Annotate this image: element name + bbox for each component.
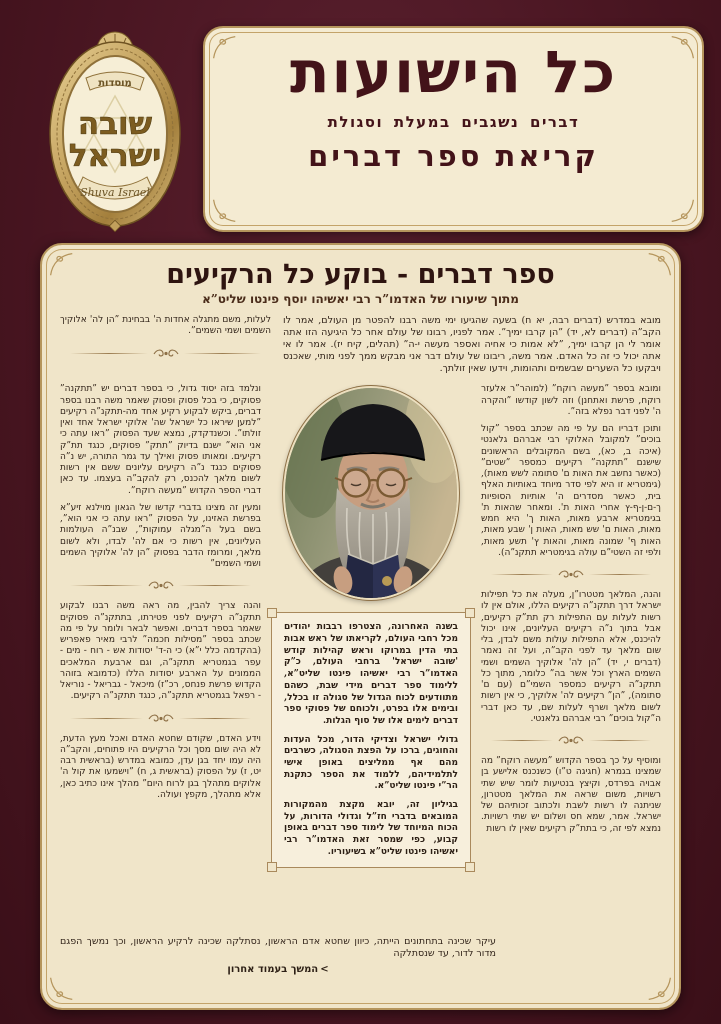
continued-on-last-page-note bbox=[60, 964, 496, 977]
article-panel bbox=[40, 243, 681, 1010]
ornament-divider bbox=[491, 568, 651, 581]
emblem-name-line2: ישראל bbox=[68, 138, 162, 174]
box-corner-ornament bbox=[267, 608, 277, 618]
article-body bbox=[60, 315, 661, 977]
ornament-divider bbox=[70, 347, 261, 360]
corner-flourish-icon bbox=[211, 198, 237, 224]
box-paragraph: בשנה האחרונה, הצטרפו רבבות יהודים מכל רחבי העולם, לקריאתו של ראש אבות בתי הדין במרוקו וראש קהילות קודש 'שובה ישראל' ברחבי העולם, כ”ק האדמו”ר רבי יאשיהו פינטו שליט”א, ללימוד ספר דברים מידי שבת, כשהם מתוודעים לכוח הגדול של סגולה זו בכלל, ובימים אלו בפרט, ולכוחם של פסוקי ספר דברים לימים אלו של סוף הגלות. bbox=[284, 622, 458, 726]
flourish-icon bbox=[148, 712, 174, 725]
box-corner-ornament bbox=[465, 608, 475, 618]
emblem-name-line1: שובה bbox=[77, 106, 153, 142]
flourish-icon bbox=[148, 579, 174, 592]
ornament-divider bbox=[70, 579, 251, 592]
rabbi-portrait-graphic bbox=[285, 388, 457, 598]
corner-flourish-icon bbox=[670, 198, 696, 224]
corner-flourish-icon bbox=[211, 34, 237, 60]
column-right bbox=[481, 384, 661, 936]
emblem-top-ribbon-text: מוסדות bbox=[98, 78, 132, 89]
paragraph: ומוסיף על כך בספר הקדוש ”מעשה רוקח” מה שמצינו בגמרא (חגיגה ט”ו) כשנכנס אלישע בן אבויה בפרדס, וקיצץ בנטיעות לומר שיש שתי רשויות, משום שראה את המלאך מטטרון, שניתנה לו רשות לשבת ולכתוב זכותיהם של ישראל. אמר, שמא חס ושלום יש שתי רשויות. נמצא לפי זה, כי בתת”ק רקיעים שאין לו רשות bbox=[481, 756, 661, 834]
box-paragraph: בגיליון זה, יובא מקצת מהמקורות המובאים בדברי חז”ל וגדולי הדורות, על הכוח המיוחד של לימוד ספר דברים באופן קבוע, כפי שמסר זאת האדמו”ר רבי יאשיהו פינטו שליט”א בשיעוריו. bbox=[284, 800, 458, 857]
paragraph: והנה צריך להבין, מה ראה משה רבנו לבקוע תתקנ”ה רקיעים לפני פטירתו, בתתקנ”ה פסוקים שאמר בספר דברים. ואפשר לבאר ולומר על פי מה שכתב בספר ”מסילות חכמה” לרבי מאיר פאפריש (בהקדמה כלל י”א) כי ה-ד' יסודות אש - רוח - מים - עפר בגמטריא תתקנ”ה, וגם ארבעת המלאכים הממונים על הארבע יסודות הללו (כדמובא בזוהר הקדוש פרשת פנחס, רכ”ז) מיכאל - גבריאל - נוריאל - רפאל בגמטריא תתקנ”ה, כנגד תתקנ”ה רקיעים. bbox=[60, 601, 261, 702]
column-middle bbox=[271, 384, 471, 936]
flourish-icon bbox=[558, 568, 584, 581]
emblem-graphic bbox=[40, 12, 190, 236]
paragraph: ונלמד בזה יסוד גדול, כי בספר דברים יש ”תתקנה” פסוקים, כי בכל פסוק ופסוק שאמר משה רבנו בספר דברים, ביקש לבקוע רקיע אחד מה-תתקנ”ה רקיעים ”למען שיראו כל ישראל שה' אלוקי ישראל אחד ואין זולתו”. וכשנדקדק, נמצא שעד הפסוק ”ראו עתה כי אני הוא” ישנם בדיוק ”תתק” פסוקים, כנגד תת”ק רקיעים. ומאותו פסוק ואילך עד גמר התורה, יש נ”ה פסוקים כנגד נ”ה רקיעים עליונים ששם אין רשות לשום מלאך להכנס, רק להקב”ה בעצמו. עד כאן דברי הספר הקדוש ”מעשה רוקח”. bbox=[60, 384, 261, 496]
corner-flourish-icon bbox=[670, 34, 696, 60]
emblem-bottom-ribbon-text: Shuva Israel bbox=[80, 186, 150, 199]
paragraph: והנה, המלאך מטטרו”ן, מעלה את כל תפילות ישראל דרך תתקנ”ה רקיעים הללו, אולם אין לו רשות לעלות עם התפילות רק תת”ק רקיעים, אבל בתוך נ”ה רקיעים העליונים, אינו יכול להיכנס, אלא התפילות עולות משם לבדן, בלי שום מלאך עד לפני הקב”ה, ועל זה נאמר (דברים י, יד) ”הן לה' אלוקיך השמים ושמי השמים הארץ וכל אשר בה” כלומר, מתוך כל תתקנ”ה רקיעים כמספר השמי”ם (עם ם' סתומה), ”הן” רקיעים לה' אלוקיך, כי אין רשות לשום מלאך ושרף לעלות שם, עד כאן דברי ה”קול בוכים” רבי אברהם גלאנטי. bbox=[481, 590, 661, 724]
ornament-divider bbox=[70, 712, 251, 725]
continued-arrow-icon: < bbox=[320, 964, 329, 976]
publication-subtitle2: קריאת ספר דברים bbox=[308, 138, 599, 173]
closing-paragraph: עיקר שכינה בתחתונים הייתה, כיוון שחטא אדם הראשון, נסתלקה שכינה לרקיע הראשון, וכך נמשך הפגם מדור לדור, עד שנסתלקה bbox=[60, 936, 496, 960]
publication-subtitle: דברים נשגבים במעלת וסגולת bbox=[327, 112, 580, 131]
article-title: ספר דברים - בוקע כל הרקיעים bbox=[166, 259, 555, 290]
box-paragraph: גדולי ישראל וצדיקי הדור, מכל העדות והחוגים, ברכו על הפצת הסגולה, כשרבים מהם אף ממליצים באופן אישי לתלמידיהם, ללמוד את הספר כתקנת הר”י פינטו שליט”א. bbox=[284, 734, 458, 792]
lead-paragraph: מובא במדרש (דברים רבה, יא ח) בשעה שהגיעו ימי משה רבנו להפטר מן העולם, אמר לו הקב”ה (דברים לא, יד) ”הן קרבו ימיך”. אמר לפניו, רבונו של עולם אחר כל היגיעה הזו אתה אומר לי הן קרבו ימיך, ”לא אמות כי אחיה ואספר מעשה י-ה” (תהלים, קיח יז). אמר לו אי אתה יכול כי זה כל האדם. אמר משה, ריבונו של עולם דבר אני מבקש ממך לפני מותי, שאכנס ויבקעו כל השערים שבשמים ותהומות, וידעו שאין זולתך. bbox=[283, 315, 661, 374]
header-banner bbox=[203, 26, 704, 232]
column-left bbox=[60, 384, 261, 936]
box-corner-ornament bbox=[267, 862, 277, 872]
paragraph: ותוכן דבריו הם על פי מה שכתב בספר ”קול בוכים” למקובל האלוקי רבי אברהם גלאנטי (איכה ב, כא), בשם המקובלים הראשונים שישנם ”תתקנה” רקיעים כמספר ”שטים” (כאשר נחשב את האות ם' סתומה לשש מאות), (גימטריא זו היא לפי סדר מיוחד באותיות האלף בית, כאשר מסדרים ה' אותיות הסופיות ך-ם-ן-ף-ץ אחרי האות ת'. ומאחר שהאות ת' בגימטריא ארבע מאות, האות ך' היא חמש מאות, האות ם' שש מאות, האות ן' שבע מאות, האות ף' שמונה מאות, והאות ץ' תשע מאות, ולפי זה השטי”ם עולה בגימטריא תתקנ”ה). bbox=[481, 424, 661, 558]
highlight-box bbox=[271, 612, 471, 868]
publication-title: כל הישועות bbox=[289, 38, 618, 106]
rabbi-photo bbox=[283, 386, 459, 600]
shuva-israel-emblem bbox=[40, 12, 190, 236]
corner-flourish-icon bbox=[647, 251, 673, 277]
paragraph: וידע האדם, שקודם שחטא האדם ואכל מעץ הדעת, לא היה שום מסך וכל הרקיעים היו פתוחים, והקב”ה היה עמו יחד בגן עדן, כמובא במדרש (בראשית רבה יט, ז) על הפסוק (בראשית ג, ח) ”וישמעו את קול ה' אלוקים מתהלך בגן לרוח היום” מהלך אינו כתיב כאן, אלא מתהלך, מקפץ ועולה. bbox=[60, 733, 261, 800]
corner-flourish-icon bbox=[48, 251, 74, 277]
corner-flourish-icon bbox=[647, 976, 673, 1002]
article-byline: מתוך שיעורו של האדמו”ר רבי יאשיהו יוסף פינטו שליט”א bbox=[202, 292, 519, 306]
corner-flourish-icon bbox=[48, 976, 74, 1002]
continued-label: המשך בעמוד אחרון bbox=[227, 964, 319, 976]
flourish-icon bbox=[153, 347, 179, 360]
flourish-icon bbox=[558, 734, 584, 747]
paragraph: ומעין זה מצינו בדברי קדשו של הגאון מוילנא זיע”א בפרשת האזינו, על הפסוק ”ראו עתה כי אני הוא”, בשם בעל ה”מגלה עמוקות”, שבנ”ה העולמות העליונים, אין רשות כי אם לה' לבדו, ולא לשום מלאך, ומרומז הדבר בפסוק ”הן לה' אלוקיך השמים ושמי השמים” bbox=[60, 502, 261, 570]
paragraph: ומובא בספר ”מעשה רוקח” (למוהר”ר אלעזר רוקח, פרשת ואתחנן) וזה לשון קודשו ”והקרה ה' לפני דבר נפלא בזה”. bbox=[481, 384, 661, 417]
continuation-paragraph: לעלות, משם מתגלה אחדות ה' בבחינת ”הן לה' אלוקיך השמים ושמי השמים”. bbox=[60, 315, 271, 337]
box-corner-ornament bbox=[465, 862, 475, 872]
ornament-divider bbox=[491, 734, 651, 747]
